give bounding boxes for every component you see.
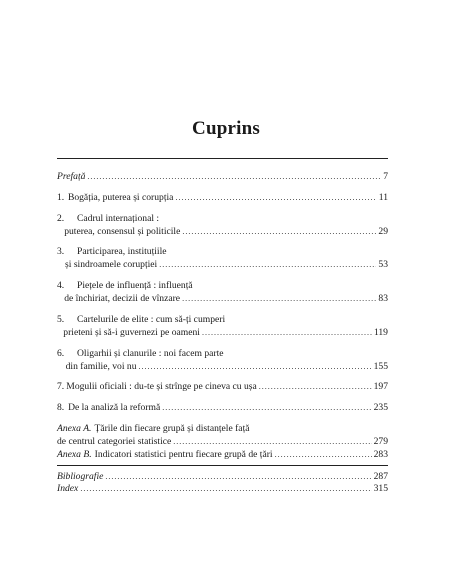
toc-entry-number: 5. [57,314,65,325]
leader-dots [87,170,381,183]
toc-entry-chapter-2 [57,212,388,238]
toc-entry-title: De la analiză la reformă [68,402,161,413]
toc-entry-title-continued: puterea, consensul și politicile [64,226,181,237]
toc-entry-title: Țările din fiecare grupă și distanțele față [94,423,250,434]
toc-entry-prefix: Anexa B. [57,449,92,460]
toc-entry-title: Index [57,483,79,494]
page-title: Cuprins [192,118,260,139]
toc-entry-chapter-6 [57,347,388,373]
toc-entry-chapter-5 [57,313,388,339]
toc-entry-chapter-3 [57,245,388,271]
toc-bottom-rule [57,465,388,466]
toc-entry-title-continued: de centrul categoriei statistice [57,436,172,447]
leader-dots [202,326,372,339]
toc-entry-prefata [57,170,388,183]
leader-dots [182,292,376,305]
toc-entry-title-continued: de închiriat, decizii de vînzare [64,293,181,304]
toc-entry-title: Participarea, instituțiile [77,246,167,257]
leader-dots [275,448,372,461]
toc-entry-anexa-a [57,422,388,448]
toc-entry-page: 315 [373,483,388,494]
leader-dots [175,191,376,204]
leader-dots [80,482,371,495]
toc-entry-number: 1. [57,192,65,203]
toc-entry-chapter-7 [57,380,388,393]
toc-entry-title: Bogăția, puterea și corupția [67,192,174,203]
toc-entry-number: 7. [57,381,65,392]
toc-entry-number: 4. [57,280,65,291]
toc-entry-title: Piețele de influență : influență [77,280,193,291]
toc-entry-page: 287 [373,471,388,482]
toc-entry-page: 155 [373,361,388,372]
toc-entry-title: Cadrul internațional : [77,213,160,224]
leader-dots [159,258,376,271]
toc-entry-page: 283 [373,449,388,460]
toc-entry-title: Prefață [57,171,86,182]
toc-entry-number: 6. [57,348,65,359]
toc-entry-title-continued: din familie, voi nu [65,361,137,372]
leader-dots [162,401,371,414]
toc-entry-index [57,482,388,495]
leader-dots [139,360,372,373]
toc-entry-page: 53 [378,259,388,270]
toc-entry-page: 11 [378,192,388,203]
toc-entry-number: 3. [57,246,65,257]
leader-dots [259,380,372,393]
toc-entry-anexa-b [57,448,388,461]
toc-entry-chapter-8 [57,401,388,414]
toc-entry-number: 8. [57,402,65,413]
toc-entry-title-continued: și sindroamele corupției [65,259,158,270]
toc-top-rule [57,158,388,159]
toc-entry-prefix: Anexa A. [57,423,92,434]
toc-entry-chapter-1 [57,191,388,204]
toc-entry-number: 2. [57,213,65,224]
toc-entry-title: Bibliografie [57,471,104,482]
toc-entry-title: Mogulii oficiali : du-te și strînge pe cineva cu ușa [66,381,257,392]
toc-entry-title: Cartelurile de elite : cum să-ți cumperi [77,314,226,325]
toc-entry-page: 279 [373,436,388,447]
leader-dots [173,435,371,448]
toc-entry-chapter-4 [57,279,388,305]
toc-entry-page: 29 [378,226,388,237]
toc-entry-page: 197 [373,381,388,392]
toc-entry-page: 235 [373,402,388,413]
toc-entry-page: 119 [373,327,388,338]
toc-entry-title: Indicatori statistici pentru fiecare grupă de țări [94,449,273,460]
leader-dots [182,225,376,238]
toc-entry-page: 83 [378,293,388,304]
toc-entry-page: 7 [383,171,388,182]
toc-entry-title: Oligarhii și clanurile : noi facem parte [77,348,224,359]
toc-entry-title-continued: prieteni și să-i guvernezi pe oameni [63,327,200,338]
